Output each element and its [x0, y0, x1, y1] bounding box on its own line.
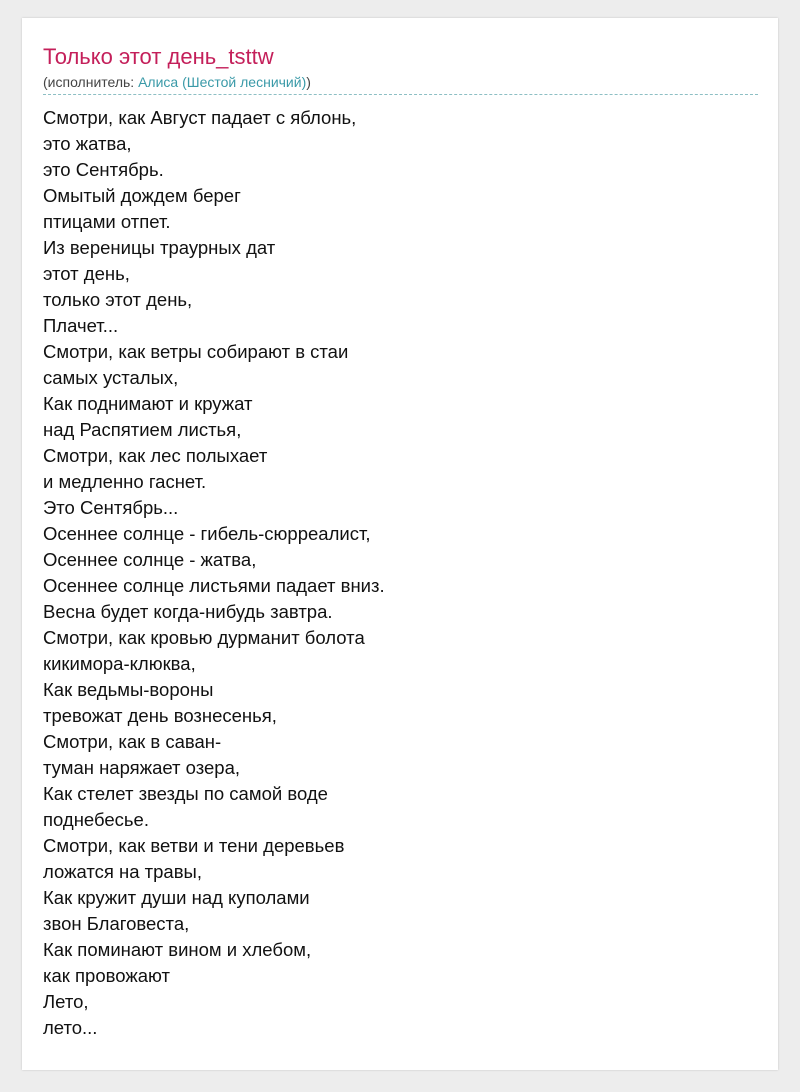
- lyric-line: Это Сентябрь...: [43, 497, 179, 518]
- lyric-line: Смотри, как лес полыхает: [43, 445, 268, 466]
- lyric-line: Из вереницы траурных дат: [43, 237, 276, 258]
- lyric-line: лето...: [43, 1017, 98, 1038]
- lyric-line: только этот день,: [43, 289, 193, 310]
- lyric-line: Как поминают вином и хлебом,: [43, 939, 312, 960]
- lyric-line: Весна будет когда-нибудь завтра.: [43, 601, 333, 622]
- lyric-line: ложатся на травы,: [43, 861, 202, 882]
- lyric-line: кикимора-клюква,: [43, 653, 196, 674]
- artist-suffix: ): [306, 74, 311, 90]
- lyric-line: Как ведьмы-вороны: [43, 679, 214, 700]
- lyric-line: самых усталых,: [43, 367, 179, 388]
- lyric-line: Осеннее солнце - гибель-сюрреалист,: [43, 523, 371, 544]
- lyric-line: звон Благовеста,: [43, 913, 190, 934]
- lyric-line: Как стелет звезды по самой воде: [43, 783, 328, 804]
- lyric-line: поднебесье.: [43, 809, 149, 830]
- lyric-line: Осеннее солнце - жатва,: [43, 549, 257, 570]
- lyric-line: Плачет...: [43, 315, 119, 336]
- lyric-line: и медленно гаснет.: [43, 471, 207, 492]
- lyric-line: Смотри, как кровью дурманит болота: [43, 627, 365, 648]
- lyric-line: как провожают: [43, 965, 170, 986]
- lyric-line: Как кружит души над куполами: [43, 887, 310, 908]
- song-title: Только этот день_tsttw: [43, 44, 274, 69]
- artist-link[interactable]: Алиса (Шестой лесничий): [138, 74, 307, 90]
- lyric-line: Смотри, как ветры собирают в стаи: [43, 341, 349, 362]
- lyric-line: туман наряжает озера,: [43, 757, 241, 778]
- lyric-line: это жатва,: [43, 133, 132, 154]
- lyric-line: Смотри, как ветви и тени деревьев: [43, 835, 345, 856]
- lyrics-card: [22, 18, 778, 1070]
- lyric-line: Смотри, как в саван-: [43, 731, 222, 752]
- lyric-line: это Сентябрь.: [43, 159, 164, 180]
- artist-line: [43, 73, 758, 95]
- lyric-line: птицами отпет.: [43, 211, 171, 232]
- lyric-line: тревожат день вознесенья,: [43, 705, 277, 726]
- lyric-line: над Распятием листья,: [43, 419, 242, 440]
- lyrics-text: [43, 105, 758, 1041]
- artist-prefix: (исполнитель:: [43, 74, 139, 90]
- lyric-line: Омытый дождем берег: [43, 185, 241, 206]
- lyric-line: Как поднимают и кружат: [43, 393, 253, 414]
- lyric-line: Осеннее солнце листьями падает вниз.: [43, 575, 385, 596]
- lyric-line: Смотри, как Август падает с яблонь,: [43, 107, 357, 128]
- lyric-line: этот день,: [43, 263, 130, 284]
- lyric-line: Лето,: [43, 991, 89, 1012]
